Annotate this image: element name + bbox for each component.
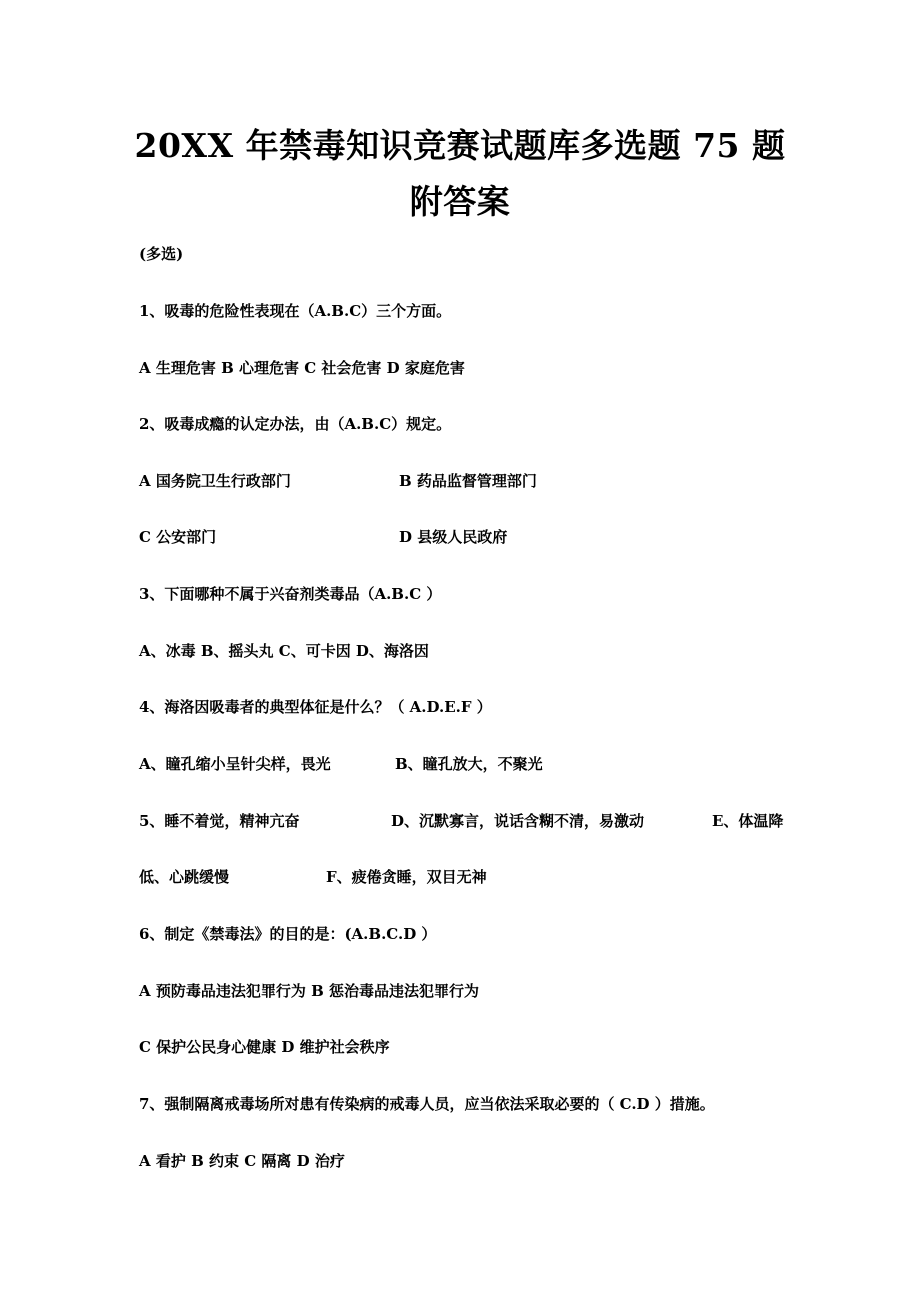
question-3: 3、下面哪种不属于兴奋剂类毒品（A.B.C ） xyxy=(139,585,442,603)
question-2-option-d: D 县级人民政府 xyxy=(399,528,508,546)
question-1-options: A 生理危害 B 心理危害 C 社会危害 D 家庭危害 xyxy=(139,359,465,377)
question-6-options-1: A 预防毒品违法犯罪行为 B 惩治毒品违法犯罪行为 xyxy=(139,982,479,1000)
question-2-option-a: A 国务院卫生行政部门 xyxy=(139,472,291,490)
question-4-option-c: 5、睡不着觉，精神亢奋 xyxy=(139,812,300,830)
document-title-line1: 20XX 年禁毒知识竞赛试题库多选题 75 题 xyxy=(134,126,786,165)
question-4-option-f: F、疲倦贪睡，双目无神 xyxy=(326,868,487,886)
question-7-options: A 看护 B 约束 C 隔离 D 治疗 xyxy=(139,1152,345,1170)
question-3-options: A、冰毒 B、摇头丸 C、可卡因 D、海洛因 xyxy=(139,642,429,660)
question-4-option-a: A、瞳孔缩小呈针尖样，畏光 xyxy=(139,755,331,773)
question-1: 1、吸毒的危险性表现在（A.B.C）三个方面。 xyxy=(139,302,452,320)
question-4-option-e-part2: 低、心跳缓慢 xyxy=(139,868,230,886)
question-4-option-d: D、沉默寡言，说话含糊不清，易激动 xyxy=(391,812,645,830)
question-2-option-c: C 公安部门 xyxy=(139,528,217,546)
question-6: 6、制定《禁毒法》的目的是：(A.B.C.D ） xyxy=(139,925,437,943)
question-2-option-b: B 药品监督管理部门 xyxy=(399,472,537,490)
question-4-option-b: B、瞳孔放大，不聚光 xyxy=(395,755,543,773)
question-7: 7、强制隔离戒毒场所对患有传染病的戒毒人员，应当依法采取必要的（ C.D ）措施。 xyxy=(139,1095,715,1113)
question-4-option-e-part1: E、体温降 xyxy=(712,812,784,830)
document-title-line2: 附答案 xyxy=(409,182,511,221)
question-2: 2、吸毒成瘾的认定办法，由（A.B.C）规定。 xyxy=(139,415,452,433)
question-6-options-2: C 保护公民身心健康 D 维护社会秩序 xyxy=(139,1038,390,1056)
question-4: 4、海洛因吸毒者的典型体征是什么？（ A.D.E.F ） xyxy=(139,698,492,716)
section-label: (多选) xyxy=(139,245,184,263)
